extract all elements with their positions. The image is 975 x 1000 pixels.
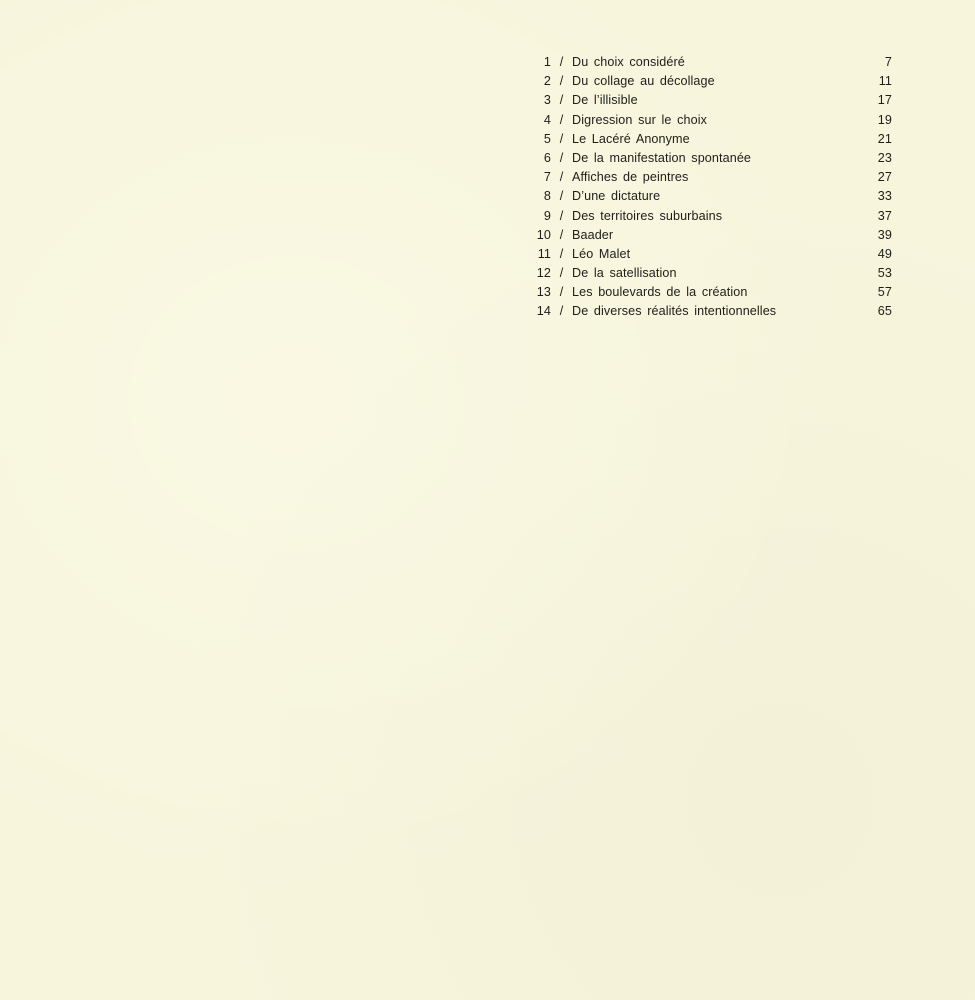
toc-entry-number: 1 <box>543 55 551 69</box>
toc-entry-number: 5 <box>543 131 551 146</box>
toc-entry-title: Des territoires suburbains <box>572 208 723 223</box>
toc-entry-number: 13 <box>536 285 551 300</box>
toc-entry-separator: / <box>559 170 564 185</box>
toc-entry-page: 23 <box>877 150 892 165</box>
toc-entry-separator: / <box>559 93 564 108</box>
toc-entry-number: 14 <box>536 304 551 319</box>
toc-entry-number: 6 <box>543 150 551 165</box>
toc-entry-title: Léo Malet <box>572 246 631 261</box>
toc-entry-number: 4 <box>543 112 551 127</box>
toc-entry <box>530 55 892 74</box>
toc-entry <box>530 170 892 189</box>
toc-entry-separator: / <box>559 74 564 89</box>
toc-entry <box>530 266 892 285</box>
toc-entry <box>530 304 892 323</box>
toc-entry-title: De la manifestation spontanée <box>572 150 752 165</box>
toc-entry-title: Digression sur le choix <box>572 112 707 127</box>
toc-entry-number: 11 <box>537 246 551 261</box>
toc-entry-title: De la satellisation <box>572 266 677 281</box>
toc-entry <box>530 74 892 93</box>
toc-entry-page: 17 <box>877 93 892 108</box>
table-of-contents <box>530 55 892 324</box>
toc-entry-number: 10 <box>536 227 551 242</box>
toc-entry <box>530 189 892 208</box>
toc-entry-title: Du choix considéré <box>572 55 685 69</box>
toc-entry-separator: / <box>559 112 564 127</box>
toc-entry-separator: / <box>559 55 564 69</box>
toc-entry-number: 2 <box>543 74 551 89</box>
toc-entry-page: 39 <box>877 227 892 242</box>
toc-entry <box>530 285 892 304</box>
toc-entry-page: 21 <box>877 131 892 146</box>
toc-entry-page: 37 <box>877 208 892 223</box>
toc-entry <box>530 247 892 266</box>
toc-entry-separator: / <box>559 150 564 165</box>
toc-entry-number: 7 <box>543 170 551 185</box>
toc-entry-title: De l’illisible <box>572 93 638 108</box>
toc-entry-number: 9 <box>543 208 551 223</box>
toc-entry-title: De diverses réalités intentionnelles <box>572 304 777 319</box>
toc-entry-number: 12 <box>536 266 551 281</box>
toc-entry-page: 11 <box>878 74 892 89</box>
toc-entry-title: Affiches de peintres <box>572 170 689 185</box>
toc-entry <box>530 151 892 170</box>
toc-entry <box>530 209 892 228</box>
toc-entry-title: Les boulevards de la création <box>572 285 748 300</box>
toc-entry-title: Le Lacéré Anonyme <box>572 131 690 146</box>
toc-entry-page: 49 <box>877 246 892 261</box>
toc-entry-page: 19 <box>877 112 892 127</box>
toc-entry-page: 33 <box>877 189 892 204</box>
toc-entry <box>530 113 892 132</box>
toc-entry-number: 8 <box>543 189 551 204</box>
toc-entry-separator: / <box>559 266 564 281</box>
toc-entry-separator: / <box>559 246 564 261</box>
toc-entry-page: 53 <box>877 266 892 281</box>
toc-entry-separator: / <box>559 131 564 146</box>
toc-entry-page: 57 <box>877 285 892 300</box>
toc-entry-title: D’une dictature <box>572 189 661 204</box>
toc-entry-separator: / <box>559 227 564 242</box>
toc-entry-separator: / <box>559 304 564 319</box>
toc-entry-page: 7 <box>884 55 892 69</box>
toc-entry-page: 27 <box>877 170 892 185</box>
toc-entry <box>530 228 892 247</box>
toc-entry-title: Baader <box>572 227 614 242</box>
toc-entry <box>530 132 892 151</box>
toc-entry <box>530 93 892 112</box>
toc-entry-number: 3 <box>543 93 551 108</box>
toc-entry-separator: / <box>559 285 564 300</box>
toc-entry-page: 65 <box>877 304 892 319</box>
toc-entry-separator: / <box>559 189 564 204</box>
toc-entry-separator: / <box>559 208 564 223</box>
toc-entry-title: Du collage au décollage <box>572 74 715 89</box>
